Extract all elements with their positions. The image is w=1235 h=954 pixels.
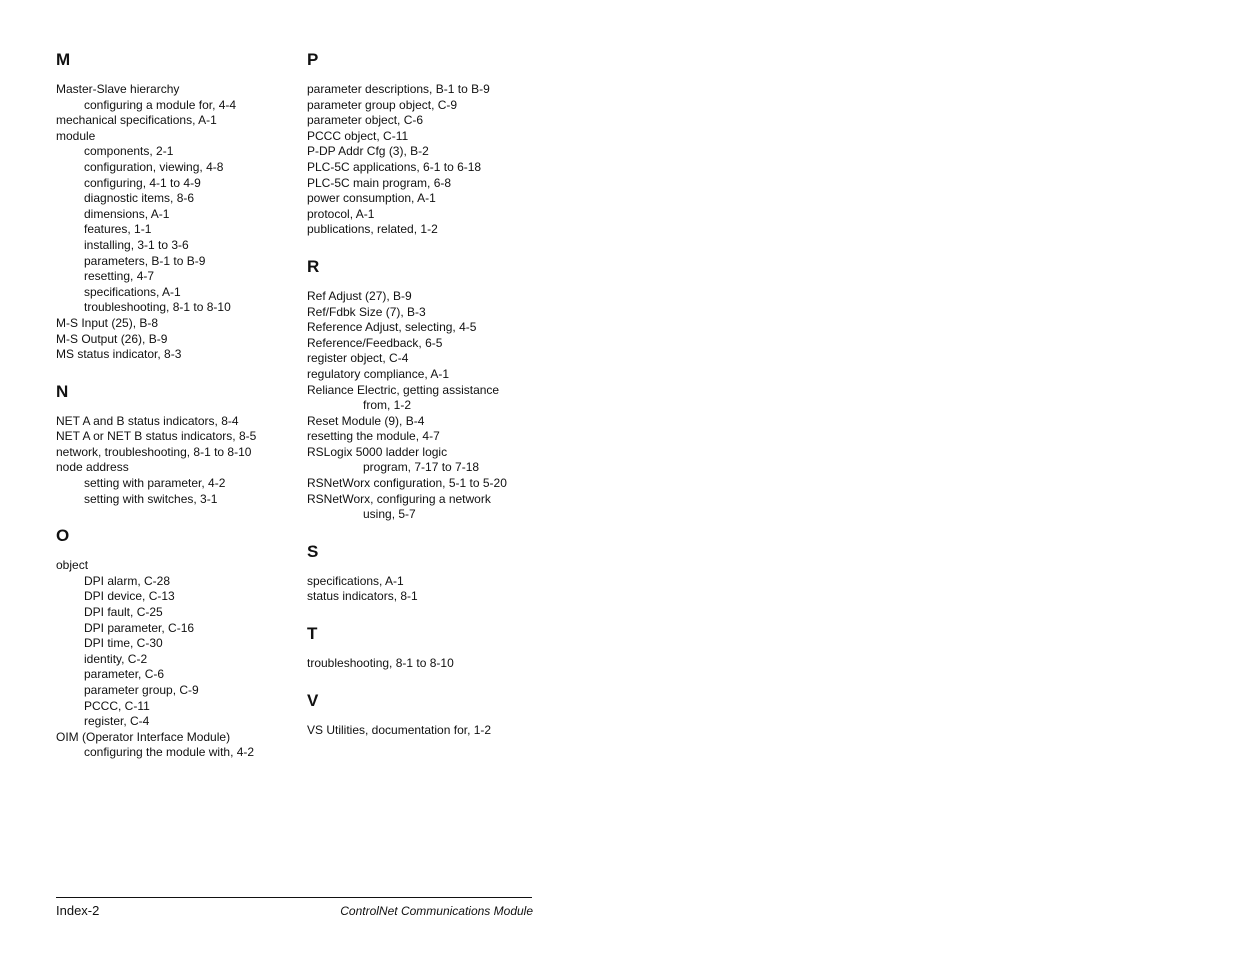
section-entries-s [307,574,547,605]
section-entries-n [56,414,296,508]
index-entry: RSNetWorx configuration, 5-1 to 5-20 [307,476,507,491]
index-entry: PCCC object, C-11 [307,128,409,143]
index-entry: NET A and B status indicators, 8-4 [56,413,239,428]
index-column-right [307,50,547,738]
index-entry: network, troubleshooting, 8-1 to 8-10 [56,444,252,459]
index-entry-continuation: using, 5-7 [363,507,416,522]
index-subentry: DPI fault, C-25 [84,605,163,620]
index-entry: RSNetWorx, configuring a network [307,491,491,506]
index-subentry: configuring a module for, 4-4 [84,97,237,112]
index-entry: parameter group object, C-9 [307,97,458,112]
section-heading-p: P [307,50,319,69]
index-entry: power consumption, A-1 [307,191,436,206]
index-entry: Ref/Fdbk Size (7), B-3 [307,304,426,319]
index-entry: module [56,128,96,143]
index-entry: Reliance Electric, getting assistance [307,382,500,397]
index-subentry: dimensions, A-1 [84,206,170,221]
index-subentry: parameter, C-6 [84,667,165,682]
section-heading-n: N [56,381,69,401]
index-entry: regulatory compliance, A-1 [307,366,450,381]
index-entry: protocol, A-1 [307,206,375,221]
index-entry: P-DP Addr Cfg (3), B-2 [307,144,429,159]
section-entries-m [56,82,296,363]
section-heading-t: T [307,624,318,644]
index-entry: M-S Output (26), B-9 [56,331,168,346]
index-entry: node address [56,460,129,475]
index-subentry: specifications, A-1 [84,284,181,299]
section-heading-o: O [56,526,70,546]
index-entry: specifications, A-1 [307,573,404,588]
index-subentry: installing, 3-1 to 3-6 [84,237,189,252]
index-subentry: parameters, B-1 to B-9 [84,253,206,268]
index-subentry: DPI alarm, C-28 [84,573,171,588]
section-entries-p [307,82,547,238]
index-subentry: parameter group, C-9 [84,683,199,697]
section-heading-m: M [56,50,71,69]
index-entry: VS Utilities, documentation for, 1-2 [307,722,492,737]
section-entries-v [307,723,547,739]
index-entry: status indicators, 8-1 [307,589,418,604]
index-entry: resetting the module, 4-7 [307,429,440,444]
index-subentry: DPI device, C-13 [84,589,175,604]
index-entry: mechanical specifications, A-1 [56,113,217,128]
index-entry: OIM (Operator Interface Module) [56,729,231,744]
index-entry: Reset Module (9), B-4 [307,413,425,428]
section-heading-r: R [307,256,320,276]
section-entries-r [307,289,547,523]
index-subentry: troubleshooting, 8-1 to 8-10 [84,300,231,315]
index-entry: troubleshooting, 8-1 to 8-10 [307,656,454,671]
index-entry-continuation: from, 1-2 [363,398,412,413]
index-entry: Reference/Feedback, 6-5 [307,335,443,350]
index-subentry: configuration, viewing, 4-8 [84,159,224,174]
index-subentry: resetting, 4-7 [84,269,155,284]
index-entry: Ref Adjust (27), B-9 [307,288,412,303]
index-subentry: setting with switches, 3-1 [84,491,218,506]
index-entry: MS status indicator, 8-3 [56,347,182,362]
index-subentry: diagnostic items, 8-6 [84,191,195,206]
document-title: ControlNet Communications Module [340,904,533,918]
index-subentry: components, 2-1 [84,144,174,159]
index-subentry: register, C-4 [84,714,150,729]
index-entry: publications, related, 1-2 [307,222,438,237]
index-entry: RSLogix 5000 ladder logic [307,444,448,459]
index-subentry: DPI time, C-30 [84,636,163,651]
index-subentry: DPI parameter, C-16 [84,620,195,635]
index-entry: parameter object, C-6 [307,113,424,128]
section-entries-t [307,656,547,672]
index-entry: parameter descriptions, B-1 to B-9 [307,82,490,96]
index-subentry: features, 1-1 [84,222,152,237]
section-entries-o [56,558,296,761]
index-subentry: setting with parameter, 4-2 [84,476,226,491]
index-entry-continuation: program, 7-17 to 7-18 [363,460,480,475]
index-subentry: configuring, 4-1 to 4-9 [84,175,201,190]
index-column-left [56,50,296,761]
footer-rule [56,897,532,898]
index-entry: PLC-5C main program, 6-8 [307,175,452,190]
index-subentry: configuring the module with, 4-2 [84,745,255,760]
index-entry: M-S Input (25), B-8 [56,315,159,330]
section-heading-s: S [307,541,319,561]
index-entry: object [56,558,89,573]
index-entry: NET A or NET B status indicators, 8-5 [56,429,257,444]
index-subentry: PCCC, C-11 [84,698,150,713]
index-entry: register object, C-4 [307,351,409,366]
section-heading-v: V [307,690,319,710]
index-entry: PLC-5C applications, 6-1 to 6-18 [307,159,482,174]
index-entry: Reference Adjust, selecting, 4-5 [307,320,477,335]
page-number: Index-2 [56,903,100,918]
index-subentry: identity, C-2 [84,651,148,666]
index-entry: Master-Slave hierarchy [56,82,180,96]
